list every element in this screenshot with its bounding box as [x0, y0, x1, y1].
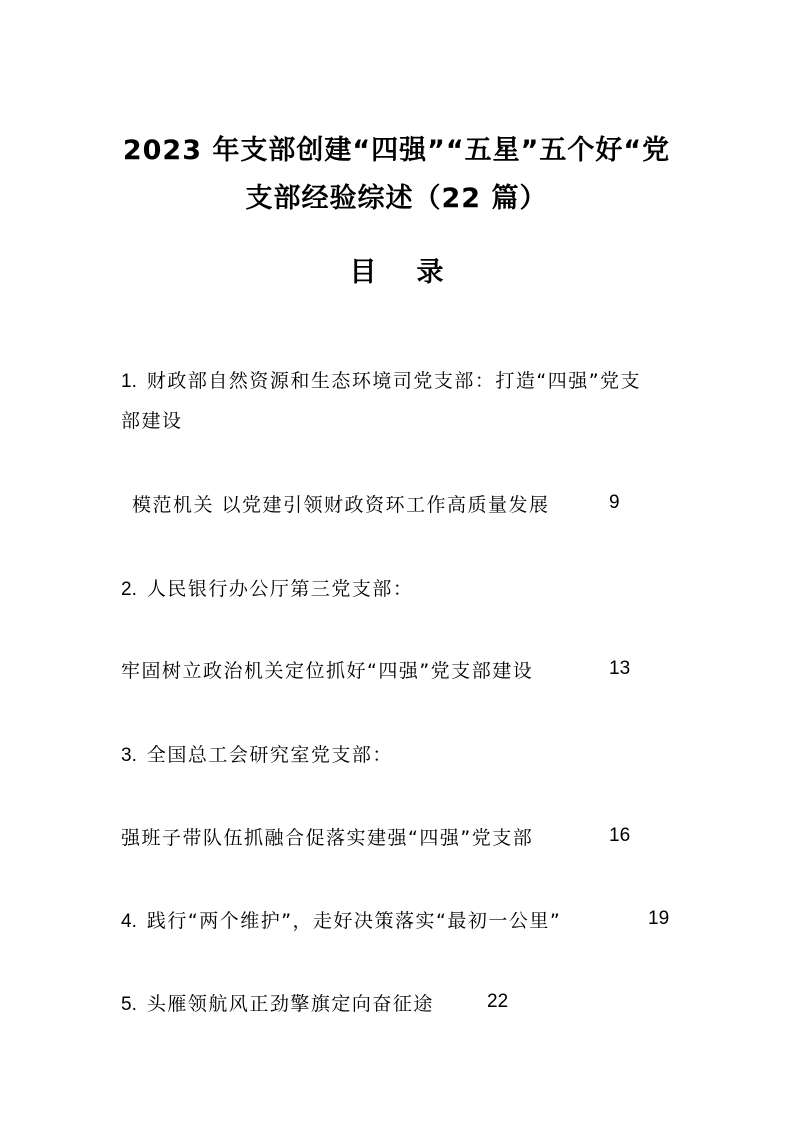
document-title-line-2: 支部经验综述（22 篇） [245, 183, 548, 214]
toc-entry-heading-text: 践行“两个维护”，走好决策落实“最初一公里” [146, 910, 562, 932]
toc-entry-heading-text: 全国总工会研究室党支部： [146, 744, 393, 766]
document-title-line-1: 2023 年支部创建“四强”“五星”五个好“党 [122, 135, 671, 166]
toc-entry-1-heading-continued[interactable]: 部建设 [121, 410, 183, 432]
toc-entry-2-heading[interactable] [121, 574, 413, 601]
toc-entry-2-subtitle[interactable]: 牢固树立政治机关定位抓好“四强”党支部建设 [121, 660, 534, 682]
toc-entry-4-heading[interactable] [121, 906, 561, 933]
toc-entry-heading-text: 财政部自然资源和生态环境司党支部：打造“四强”党支 [146, 370, 642, 392]
toc-entry-4-page-number[interactable]: 19 [648, 908, 670, 929]
toc-heading-char-2: 录 [416, 257, 444, 288]
toc-entry-1-subtitle[interactable]: 模范机关 以党建引领财政资环工作高质量发展 [132, 494, 550, 516]
toc-entry-1-page-number[interactable]: 9 [609, 492, 620, 513]
toc-entry-5-page-number[interactable]: 22 [487, 991, 509, 1012]
toc-heading-char-1: 目 [349, 257, 377, 288]
toc-entry-5-heading[interactable] [121, 989, 434, 1016]
toc-entry-2-page-number[interactable]: 13 [609, 658, 631, 679]
toc-entry-3-subtitle[interactable]: 强班子带队伍抓融合促落实建强“四强”党支部 [121, 827, 534, 849]
toc-entry-3-heading[interactable] [121, 740, 393, 767]
toc-entry-1-heading[interactable] [121, 366, 641, 393]
toc-entry-number: 5. [121, 994, 137, 1015]
toc-entry-number: 3. [121, 745, 137, 766]
toc-entry-heading-text: 人民银行办公厅第三党支部： [146, 578, 414, 600]
toc-entry-number: 2. [121, 579, 137, 600]
toc-entry-heading-text: 头雁领航风正劲擎旗定向奋征途 [146, 993, 434, 1015]
toc-entry-number: 4. [121, 911, 137, 932]
toc-entry-3-page-number[interactable]: 16 [609, 825, 631, 846]
toc-entry-number: 1. [121, 371, 137, 392]
table-of-contents-heading [0, 250, 793, 289]
